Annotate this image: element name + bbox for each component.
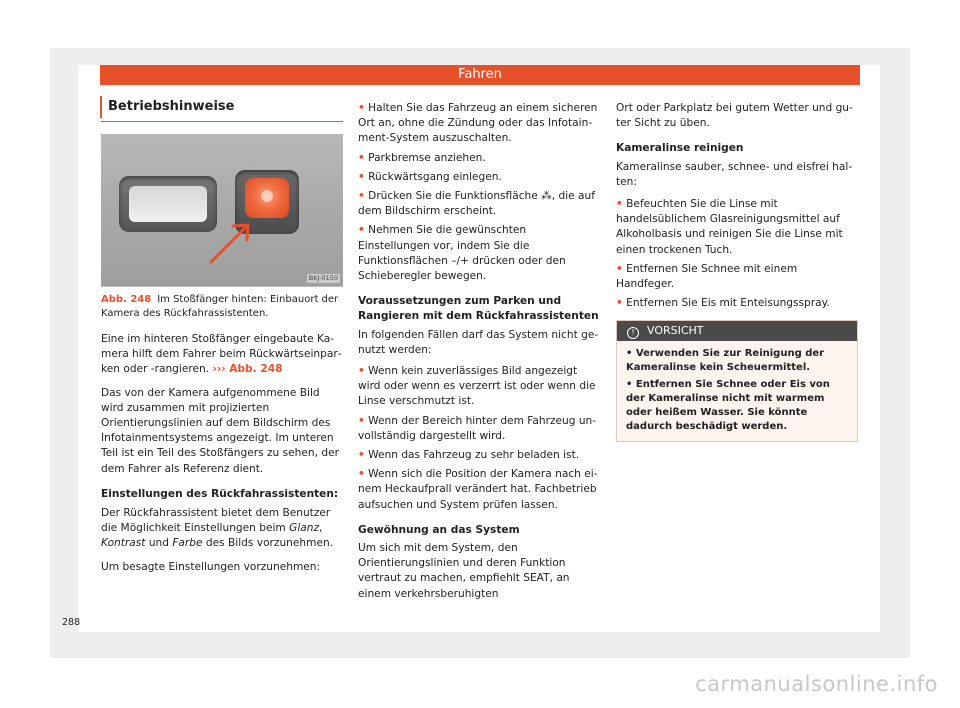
list-item-text: Rückwärtsgang einlegen. — [368, 170, 502, 183]
paragraph-text: Der Rückfahrassistent bietet dem Benutzer die Möglichkeit Einstellungen beim — [101, 507, 331, 535]
list-item-text: Wenn sich die Position der Kamera nach einem Heckaufprall verändert hat. Fachbetrieb aufsuchen und System prüfen lassen. — [358, 468, 598, 511]
column-2 — [358, 96, 600, 602]
figure-caption — [101, 293, 343, 320]
list-item — [358, 414, 600, 444]
list-item — [358, 467, 600, 513]
column-1 — [101, 96, 343, 575]
list-item — [358, 189, 600, 219]
section-rule — [101, 121, 343, 122]
paragraph-text: , — [319, 522, 323, 535]
watermark-text[interactable]: carmanualsonline.info — [695, 672, 938, 696]
list-item — [358, 448, 600, 463]
caution-body — [617, 341, 857, 441]
figure-code: BKJ-0150 — [308, 274, 338, 282]
list-item — [616, 296, 858, 311]
paragraph: Um sich mit dem System, den Orientierungslinien und deren Funktion vertraut zu machen, empfiehlt SEAT, an einem verkehrsberuhigten — [358, 542, 570, 600]
paragraph-text: und — [145, 537, 173, 550]
bullet-icon: • — [358, 224, 365, 237]
bullet-icon: • — [358, 468, 365, 481]
paragraph-text: Eine im hinteren Stoßfänger eingebaute Kamera hilft dem Fahrer beim Rückwärtseinparken oder -rangieren. — [101, 333, 342, 376]
figure-reference-link[interactable]: ››› Abb. 248 — [212, 363, 283, 376]
list-item-text: Wenn der Bereich hinter dem Fahrzeug unvollständig dargestellt wird. — [358, 414, 597, 442]
list-item — [358, 223, 600, 284]
section-title: Betriebshinweise — [100, 96, 343, 118]
bullet-icon: • — [616, 198, 623, 211]
list-item — [358, 364, 600, 410]
list-item-text: Wenn das Fahrzeug zu sehr beladen ist. — [368, 449, 580, 462]
bullet-icon: • — [626, 379, 633, 391]
list-item-text: Drücken Sie die Funktionsfläche — [368, 190, 542, 203]
subheading: Einstellungen des Rückfahrassistenten: — [101, 487, 339, 500]
list-item — [616, 197, 858, 258]
list-item-text: Nehmen Sie die gewünschten Einstellungen vor, indem Sie die Funktionsflächen –/+ drücken oder den Schieberegler bewegen. — [358, 224, 566, 283]
term-farbe: Farbe — [172, 537, 203, 550]
pointer-arrow-icon — [101, 134, 343, 286]
caution-title: VORSICHT — [647, 324, 704, 338]
subheading: Gewöhnung an das System — [358, 523, 520, 536]
paragraph: Um besagte Einstellungen vorzunehmen: — [101, 560, 321, 573]
list-item — [616, 262, 858, 292]
chapter-header: Fahren — [100, 65, 860, 85]
settings-function-icon: ⁂ — [541, 190, 552, 203]
warning-icon: ! — [627, 327, 639, 339]
bullet-icon: • — [616, 262, 623, 275]
list-item — [358, 170, 600, 185]
bullet-icon: • — [358, 102, 365, 114]
bullet-icon: • — [358, 414, 365, 427]
list-item-text: Parkbremse anziehen. — [368, 151, 486, 164]
bullet-icon: • — [616, 297, 623, 310]
term-glanz: Glanz — [289, 522, 320, 535]
caution-header — [617, 321, 857, 341]
list-item-text: Entfernen Sie Schnee oder Eis von der Kameralinse nicht mit warmem oder heißem Wasser. Sie könnte dadurch beschädigt werden. — [626, 379, 830, 433]
bullet-icon: • — [358, 151, 365, 164]
caution-box — [616, 320, 858, 442]
list-item-text: Halten Sie das Fahrzeug an einem sicheren Ort an, ohne die Zündung oder das Infotainment-System auszuschalten. — [358, 102, 598, 145]
bullet-icon: • — [358, 449, 365, 462]
list-item-text: Befeuchten Sie die Linse mit handelsüblichem Glasreinigungsmittel auf Alkoholbasis und reinigen Sie die Linse mit einen trockenen Tuch. — [616, 198, 843, 256]
subheading: Kameralinse reinigen — [616, 142, 744, 155]
list-item — [358, 101, 600, 147]
paragraph-text: des Bilds vorzunehmen. — [202, 537, 334, 550]
page-number: 288 — [62, 617, 81, 628]
bullet-icon: • — [626, 348, 633, 360]
bullet-icon: • — [358, 170, 365, 183]
subheading: Voraussetzungen zum Parken und Rangieren mit dem Rückfahrassistenten — [358, 295, 599, 323]
paragraph: In folgenden Fällen darf das System nicht genutzt werden: — [358, 328, 599, 356]
caption-text: Im Stoßfänger hinten: Einbauort der Kamera des Rückfahrassistenten. — [101, 294, 339, 319]
paragraph: Das von der Kamera aufgenommene Bild wird zusammen mit projizierten Orientierungslinien auf dem Bildschirm des Infotainmentsystems angezeigt. Im unteren Teil ist ein Teil des Stoßfängers zu sehen, der dem Fahrer als Referenz dient. — [101, 386, 339, 475]
list-item-text: Verwenden Sie zur Reinigung der Kameralinse kein Scheuermittel. — [626, 348, 825, 374]
list-item-text: , die auf dem Bildschirm erscheint. — [358, 190, 595, 218]
paragraph — [101, 506, 343, 552]
figure-camera-location — [101, 134, 343, 286]
list-item — [626, 378, 848, 434]
column-3 — [616, 96, 858, 442]
bullet-icon: • — [358, 190, 365, 203]
paragraph: Kameralinse sauber, schnee- und eisfrei halten: — [616, 160, 853, 188]
bullet-icon: • — [358, 365, 365, 378]
paragraph — [101, 332, 343, 378]
list-item-text: Wenn kein zuverlässiges Bild angezeigt wird oder wenn es verzerrt ist oder wenn die Linse verschmutzt ist. — [358, 365, 596, 408]
figure-divider — [101, 286, 343, 287]
term-kontrast: Kontrast — [101, 537, 146, 550]
list-item — [358, 151, 600, 166]
list-item-text: Entfernen Sie Eis mit Enteisungsspray. — [626, 297, 830, 310]
list-item — [626, 347, 848, 375]
list-item-text: Entfernen Sie Schnee mit einem Handfeger. — [616, 262, 798, 291]
caption-label: Abb. 248 — [101, 294, 152, 305]
paragraph: Ort oder Parkplatz bei gutem Wetter und guter Sicht zu üben. — [616, 102, 853, 130]
